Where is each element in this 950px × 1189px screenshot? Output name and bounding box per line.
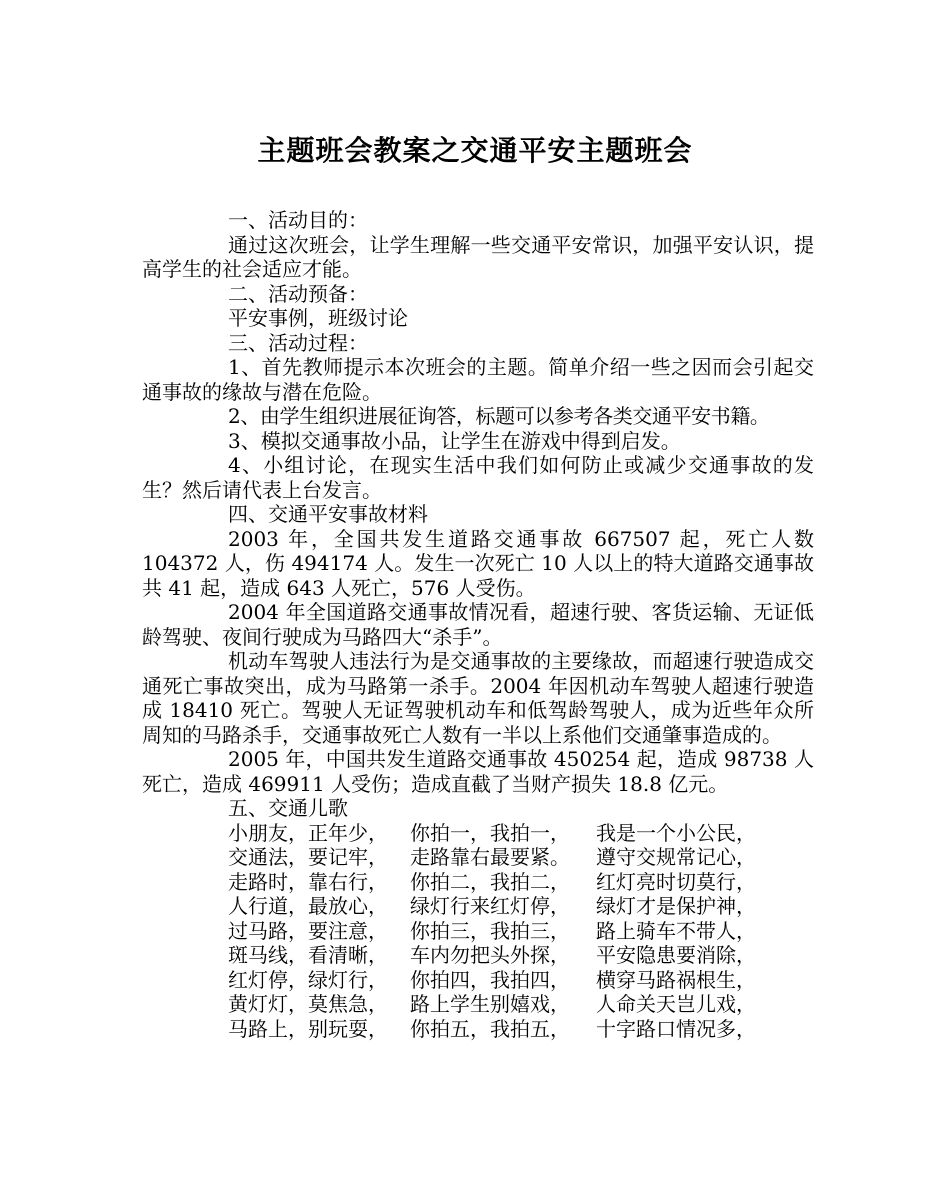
accident-paragraph-2004: 2004 年全国道路交通事故情况看，超速行驶、客货运输、无证低龄驾驶、夜间行驶成为马路四大“杀手”。	[142, 600, 814, 649]
song-column-b: 你拍三，我拍三，	[410, 918, 570, 943]
song-column-c: 平安隐患要消除，	[596, 943, 756, 967]
song-column-b: 你拍四，我拍四，	[410, 967, 570, 992]
song-column-b: 路上学生别嬉戏，	[410, 992, 570, 1016]
section-heading-5: 五、交通儿歌	[228, 796, 348, 820]
song-column-c: 十字路口情况多，	[596, 1016, 756, 1041]
song-line	[228, 894, 814, 919]
song-column-a: 红灯停，绿灯行，	[228, 967, 388, 992]
process-item-4: 4、小组讨论，在现实生活中我们如何防止或减少交通事故的发生？然后请代表上台发言。	[142, 453, 814, 502]
document-body	[142, 208, 814, 1041]
song-column-c: 遵守交规常记心，	[596, 845, 756, 869]
song-column-c: 我是一个小公民，	[596, 820, 756, 845]
song-column-c: 人命关天岂儿戏，	[596, 992, 756, 1016]
song-line	[228, 870, 814, 895]
song-column-b: 你拍五，我拍五，	[410, 1016, 570, 1041]
song-column-b: 你拍二，我拍二，	[410, 869, 570, 894]
song-lines	[142, 821, 814, 1042]
song-line	[228, 919, 814, 944]
song-column-a: 黄灯灯，莫焦急，	[228, 992, 388, 1016]
song-column-a: 人行道，最放心，	[228, 894, 388, 918]
accident-paragraph-causes: 机动车驾驶人违法行为是交通事故的主要缘故，而超速行驶造成交通死亡事故突出，成为马路第一杀手。2004 年因机动车驾驶人超速行驶造成 18410 死亡。驾驶人无证驾驶机动车和低驾龄驾驶人，成为近些年众所周知的马路杀手，交通事故死亡人数有一半以上系他们交通肇事造成的。	[142, 649, 814, 747]
section-heading-3: 三、活动过程：	[228, 330, 368, 355]
song-column-b: 你拍一，我拍一，	[410, 820, 570, 845]
song-column-b: 车内勿把头外探，	[410, 943, 570, 967]
process-item-3: 3、模拟交通事故小品，让学生在游戏中得到启发。	[228, 428, 681, 453]
song-column-c: 红灯亮时切莫行，	[596, 869, 756, 894]
song-column-b: 走路靠右最要紧。	[410, 845, 570, 869]
paragraph-purpose: 通过这次班会，让学生理解一些交通平安常识，加强平安认识，提高学生的社会适应才能。	[142, 232, 814, 281]
song-line	[228, 992, 814, 1017]
song-column-a: 走路时，靠右行，	[228, 869, 388, 894]
section-heading-1: 一、活动目的：	[228, 208, 368, 232]
song-line	[228, 943, 814, 968]
song-column-a: 斑马线，看清晰，	[228, 943, 388, 967]
song-line	[228, 1017, 814, 1042]
process-item-2: 2、由学生组织进展征询答，标题可以参考各类交通平安书籍。	[228, 404, 770, 428]
song-column-a: 交通法，要记牢，	[228, 845, 388, 869]
accident-paragraph-2005: 2005 年，中国共发生道路交通事故 450254 起，造成 98738 人死亡，造成 469911 人受伤；造成直截了当财产损失 18.8 亿元。	[142, 747, 814, 796]
song-column-a: 过马路，要注意，	[228, 918, 388, 943]
accident-paragraph-2003: 2003 年，全国共发生道路交通事故 667507 起，死亡人数 104372 人，伤 494174 人。发生一次死亡 10 人以上的特大道路交通事故共 41 起，造成 643 人死亡，576 人受伤。	[142, 526, 814, 600]
paragraph-preparation: 平安事例，班级讨论	[228, 306, 408, 330]
song-column-b: 绿灯行来红灯停，	[410, 894, 570, 918]
process-item-1: 1、首先教师提示本次班会的主题。简单介绍一些之因而会引起交通事故的缘故与潜在危险。	[142, 355, 814, 404]
song-column-a: 小朋友，正年少，	[228, 820, 388, 845]
song-line	[228, 968, 814, 993]
section-heading-2: 二、活动预备：	[228, 281, 368, 306]
song-line	[228, 845, 814, 870]
song-column-c: 绿灯才是保护神，	[596, 894, 756, 918]
song-line	[228, 821, 814, 846]
section-heading-4: 四、交通平安事故材料	[228, 502, 428, 526]
song-column-c: 路上骑车不带人，	[596, 918, 756, 943]
song-column-a: 马路上，别玩耍，	[228, 1016, 388, 1041]
song-column-c: 横穿马路祸根生，	[596, 967, 756, 992]
document-title: 主题班会教案之交通平安主题班会	[257, 134, 693, 167]
